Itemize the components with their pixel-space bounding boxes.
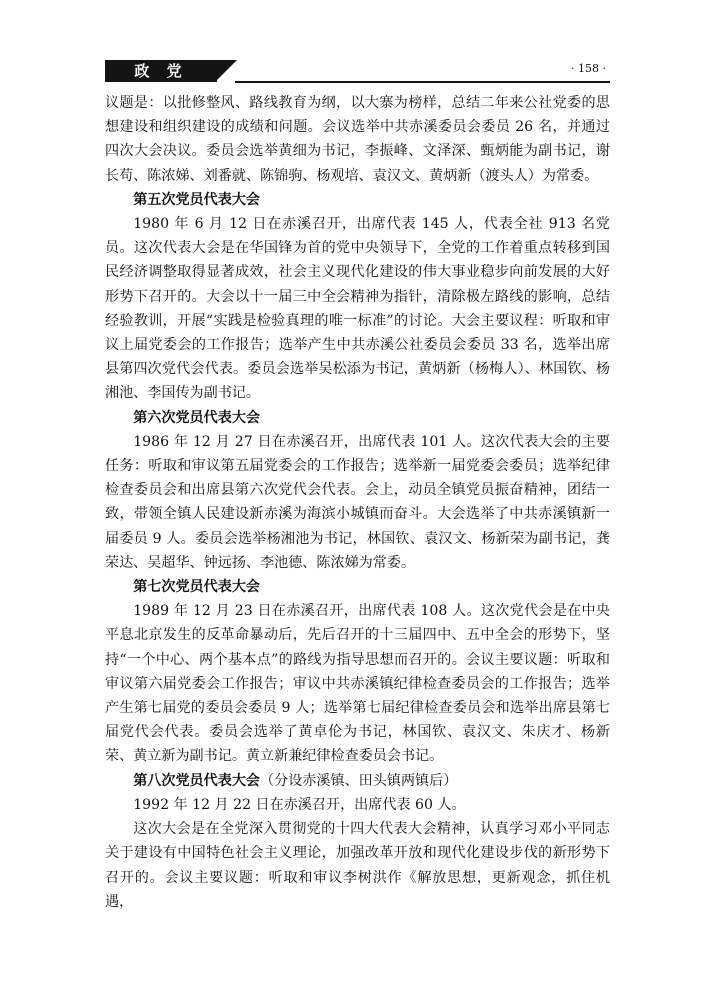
paragraph-8th-congress-date: 1992 年 12 月 22 日在赤溪召开，出席代表 60 人。: [133, 796, 466, 813]
heading-8th-note: （分设赤溪镇、田头镇两镇后）: [260, 772, 458, 789]
page-header: [105, 60, 610, 82]
header-wedge: [215, 60, 237, 82]
paragraph-7th-congress: 1989 年 12 月 23 日在赤溪召开，出席代表 108 人。这次党代会是在中央平息北京发生的反革命暴动后，先后召开的十三届四中、五中全会的形势下，坚持“一个中心、两个基本点”的路线为指导思想而召开的。会议主要议题：听取和审议第六届党委会工作报告；审议中共赤溪镇纪律检查委员会的工作报告；选举产生第七届党的委员会委员 9 人；选举第七届纪律检查委员会和选举出席县第七届党代会代表。委员会选举了黄卓伦为书记，林国钦、袁汉文、朱庆才、杨新荣、黄立新为副书记。黄立新兼纪律检查委员会书记。: [105, 603, 610, 765]
section-heading-5th-congress: 第五次党员代表大会: [133, 191, 261, 208]
body-text: [105, 91, 610, 914]
header-rule: [235, 81, 610, 83]
heading-8th-title: 第八次党员代表大会: [133, 772, 261, 789]
section-heading-7th-congress: 第七次党员代表大会: [133, 579, 261, 596]
paragraph-5th-congress: 1980 年 6 月 12 日在赤溪召开，出席代表 145 人，代表全社 913 名党员。这次代表大会是在华国锋为首的党中央领导下，全党的工作着重点转移到国民经济调整取得显著成效，社会主义现代化建设的伟大事业稳步向前发展的大好形势下召开的。大会以十一届三中全会精神为指针，清除极左路线的影响，总结经验教训，开展“实践是检验真理的唯一标准”的讨论。大会主要议程：听取和审议上届党委会的工作报告；选举产生中共赤溪公社委员会委员 33 名，选举出席县第四次党代会代表。委员会选举吴松添为书记，黄炳新（杨梅人）、林国钦、杨湘池、李国传为副书记。: [105, 216, 610, 402]
section-heading-6th-congress: 第六次党员代表大会: [133, 409, 261, 426]
paragraph-8th-congress: 这次大会是在全党深入贯彻党的十四大代表大会精神，认真学习邓小平同志关于建设有中国特色社会主义理论，加强改革开放和现代化建设步伐的新形势下召开的。会议主要议题：听取和审议李树洪作《解放思想，更新观念，抓住机遇，: [105, 821, 610, 910]
paragraph-6th-congress: 1986 年 12 月 27 日在赤溪召开，出席代表 101 人。这次代表大会的主要任务：听取和审议第五届党委会的工作报告；选举新一届党委会委员；选举纪律检查委员会和出席县第六次党代会代表。会上，动员全镇党员振奋精神，团结一致，带领全镇人民建设新赤溪为海滨小城镇而奋斗。大会选举了中共赤溪镇新一届委员 9 人。委员会选举杨湘池为书记，林国钦、袁汉文、杨新荣为副书记，龚荣达、吴超华、钟远扬、李池德、陈浓娣为常委。: [105, 433, 610, 571]
paragraph-continued: 议题是：以批修整风、路线教育为纲，以大寨为榜样，总结二年来公社党委的思想建设和组织建设的成绩和问题。会议选举中共赤溪委员会委员 26 名，并通过四次大会决议。委员会选举黄细为书记，李振峰、文泽深、甄炳能为副书记，谢长苟、陈浓娣、刘番就、陈锦驹、杨观培、袁汉文、黄炳新（渡头人）为常委。: [105, 95, 610, 184]
section-label: 政 党: [105, 60, 217, 82]
page-number: · 158 ·: [571, 62, 606, 75]
section-heading-8th-congress: [105, 769, 610, 793]
